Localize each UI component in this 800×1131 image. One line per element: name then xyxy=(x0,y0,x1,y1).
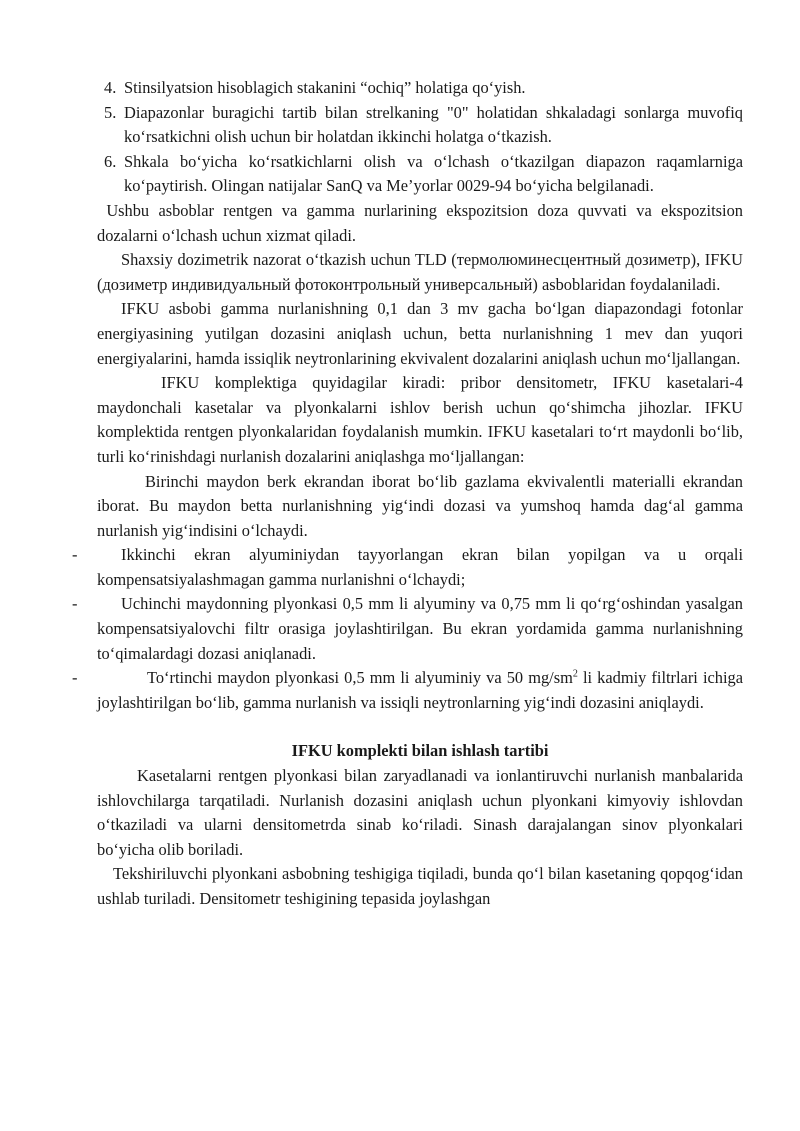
dash-item-text: Uchinchi maydonning plyonkasi 0,5 mm li alyuminy va 0,75 mm li qo‘rg‘oshindan yasalgan kompensatsiyalovchi filtr orasiga joylashtirilgan. Bu ekran yordamida gamma nurlanishning to‘qimalardagi dozasi aniqlanadi. xyxy=(97,594,743,663)
dash-list-item xyxy=(72,666,743,715)
dash-item-text: To‘rtinchi maydon plyonkasi 0,5 mm li alyuminiy va 50 mg/sm xyxy=(147,668,573,688)
dash-list-item xyxy=(72,543,743,592)
dash-marker: - xyxy=(72,668,78,688)
dash-marker: - xyxy=(72,594,78,614)
list-item-text: Stinsilyatsion hisoblagich stakanini “ochiq” holatiga qo‘yish. xyxy=(124,78,526,97)
section-heading: IFKU komplekti bilan ishlash tartibi xyxy=(291,741,549,761)
dash-item-text: Ikkinchi ekran alyuminiydan tayyorlangan ekran bilan yopilgan va u orqali kompensatsiyalashmagan gamma nurlanishni o‘lchaydi; xyxy=(97,545,743,589)
paragraph: Kasetalarni rentgen plyonkasi bilan zaryadlanadi va ionlantiruvchi nurlanish manbalarida ishlovchilarga tarqatiladi. Nurlanish dozasini aniqlash uchun plyonkani kimyoviy ishlovdan o‘tkaziladi va ularni densitometrda sinab ko‘riladi. Sinash darajalangan sinov plyonkalari bo‘yicha olib boriladi. xyxy=(97,766,743,859)
dash-list-item xyxy=(72,592,743,666)
dash-item-text: li kadmiy filtrlari ichiga joylashtirilgan bo‘lib, gamma nurlanish va issiqli neytronlarning yig‘indi dozasini aniqlaydi. xyxy=(97,668,743,712)
numbered-list xyxy=(97,76,743,199)
list-number: 5. xyxy=(104,102,117,122)
list-item xyxy=(97,76,743,101)
paragraph: IFKU asbobi gamma nurlanishning 0,1 dan 3 mv gacha bo‘lgan diapazondagi fotonlar energiyasining yutilgan dozasini aniqlash uchun, betta nurlanishning 1 mev dan yuqori energiyalarini, hamda issiqlik neytronlarining ekvivalent dozalarini aniqlash uchun mo‘ljallangan. xyxy=(97,299,743,368)
superscript: 2 xyxy=(572,668,578,680)
list-item xyxy=(97,101,743,150)
list-item xyxy=(97,150,743,199)
list-number: 6. xyxy=(104,151,117,171)
paragraph: IFKU komplektiga quyidagilar kiradi: pribor densitometr, IFKU kasetalari-4 maydonchali kasetalar va plyonkalarni ishlov berish uchun qo‘shimcha jihozlar. IFKU komplektida rentgen plyonkalaridan foydalanish mumkin. IFKU kasetalari to‘rt maydonli bo‘lib, turli ko‘rinishdagi nurlanish dozalarini aniqlashga mo‘ljallangan: xyxy=(97,373,743,466)
dash-marker: - xyxy=(72,545,78,565)
paragraph: Ushbu asboblar rentgen va gamma nurlarining ekspozitsion doza quvvati va ekspozitsion dozalarni o‘lchash uchun xizmat qiladi. xyxy=(97,200,748,245)
list-item-text: Diapazonlar buragichi tartib bilan strelkaning "0" holatidan shkaladagi sonlarga muvofiq ko‘rsatkichni olish uchun bir holatdan ikkinchi holatga o‘tkazish. xyxy=(124,102,743,147)
paragraph: Birinchi maydon berk ekrandan iborat bo‘lib gazlama ekvivalentli materialli ekrandan iborat. Bu maydon betta nurlanishning yig‘indi dozasi va yumshoq hamda dag‘al gamma nurlanish yig‘indisini o‘lchaydi. xyxy=(97,471,743,540)
list-item-text: Shkala bo‘yicha ko‘rsatkichlarni olish va o‘lchash o‘tkazilgan diapazon raqamlarniga ko‘paytirish. Olingan natijalar SanQ va Me’yorlar 0029-94 bo‘yicha belgilanadi. xyxy=(124,151,743,196)
page-content xyxy=(72,76,748,912)
list-number: 4. xyxy=(104,78,117,97)
paragraph: Shaxsiy dozimetrik nazorat o‘tkazish uchun TLD (термолюминесцентный дозиметр), IFKU (дозиметр индивидуальный фотоконтрольный универсальный) asboblaridan foydalaniladi. xyxy=(97,250,743,294)
paragraph: Tekshiriluvchi plyonkani asbobning teshigiga tiqiladi, bunda qo‘l bilan kasetaning qopqog‘idan ushlab turiladi. Densitometr teshigining tepasida joylashgan xyxy=(97,864,743,908)
